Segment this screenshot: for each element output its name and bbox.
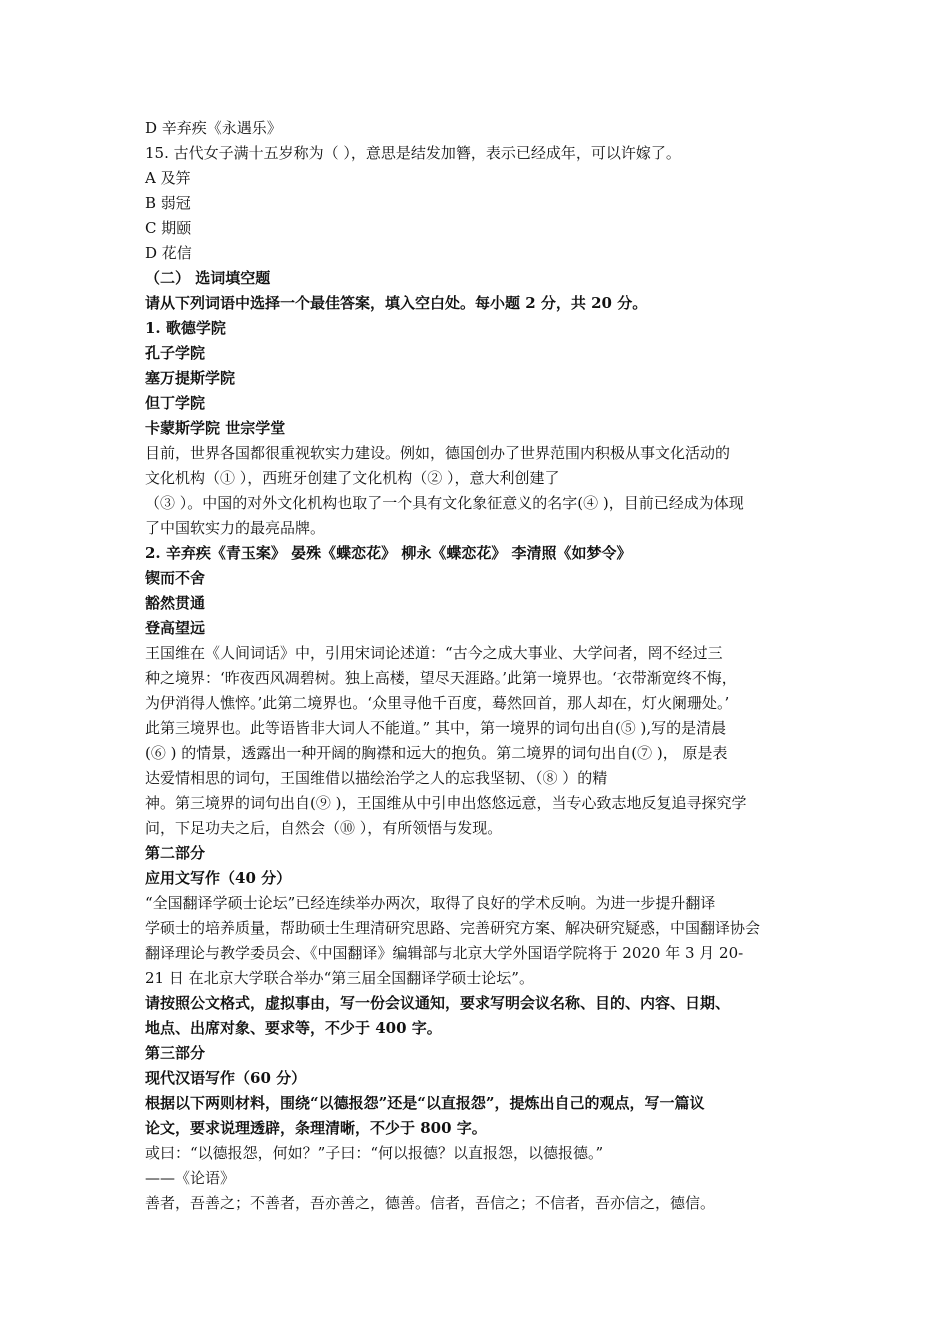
text-line: C 期颐 bbox=[145, 219, 192, 237]
bold-text-line: 现代汉语写作（60 分） bbox=[145, 1069, 307, 1087]
text-line: 达爱情相思的词句，王国维借以描绘治学之人的忘我坚韧、（⑧ ）的精 bbox=[145, 769, 608, 787]
text-line: 了中国软实力的最亮品牌。 bbox=[145, 519, 326, 537]
bold-text-line: 第三部分 bbox=[145, 1044, 206, 1062]
text-line: 目前，世界各国都很重视软实力建设。例如，德国创办了世界范围内积极从事文化活动的 bbox=[145, 444, 731, 462]
text-line: 此第三境界也。此等语皆非大词人不能道。” 其中，第一境界的词句出自(⑤ ),写的是清晨 bbox=[145, 719, 727, 737]
text-line: (⑥ ) 的情景，透露出一种开阔的胸襟和远大的抱负。第二境界的词句出自(⑦ )， 原是表 bbox=[145, 744, 728, 762]
text-line: 或曰：“以德报怨，何如？”子曰：“何以报德？以直报怨，以德报德。” bbox=[145, 1144, 604, 1162]
bold-text-line: 卡蒙斯学院 世宗学堂 bbox=[145, 419, 286, 437]
bold-text-line: 锲而不舍 bbox=[145, 569, 206, 587]
text-line: （③ ）。中国的对外文化机构也取了一个具有文化象征意义的名字(④ )，目前已经成为体现 bbox=[145, 494, 744, 512]
bold-text-line: 第二部分 bbox=[145, 844, 206, 862]
bold-text-line: 孔子学院 bbox=[145, 344, 206, 362]
bold-text-line: 登高望远 bbox=[145, 619, 206, 637]
bold-text-line: 请按照公文格式，虚拟事由，写一份会议通知，要求写明会议名称、目的、内容、日期、 bbox=[145, 994, 731, 1012]
bold-text-line: 论文，要求说理透辟，条理清晰，不少于 800 字。 bbox=[145, 1119, 487, 1137]
text-line: D 辛弃疾《永遇乐》 bbox=[145, 119, 282, 137]
text-line: 种之境界：‘昨夜西风凋碧树。独上高楼，望尽天涯路。’此第一境界也。‘衣带渐宽终不悔， bbox=[145, 669, 737, 687]
text-line: ——《论语》 bbox=[145, 1169, 236, 1187]
bold-text-line: 地点、出席对象、要求等，不少于 400 字。 bbox=[145, 1019, 442, 1037]
text-line: A 及笄 bbox=[145, 169, 191, 187]
bold-text-line: 请从下列词语中选择一个最佳答案，填入空白处。每小题 2 分，共 20 分。 bbox=[145, 294, 648, 312]
bold-text-line: （二） 选词填空题 bbox=[145, 269, 271, 287]
bold-text-line: 应用文写作（40 分） bbox=[145, 869, 292, 887]
text-line: 21 日 在北京大学联合举办“第三届全国翻译学硕士论坛”。 bbox=[145, 969, 534, 987]
text-line: 善者，吾善之；不善者，吾亦善之，德善。信者，吾信之；不信者，吾亦信之，德信。 bbox=[145, 1194, 716, 1212]
text-line: 为伊消得人憔悴。’此第二境界也。‘众里寻他千百度，蓦然回首，那人却在，灯火阑珊处。’ bbox=[145, 694, 730, 712]
document-body bbox=[145, 116, 805, 1216]
text-line: D 花信 bbox=[145, 244, 192, 262]
text-line: 王国维在《人间词话》中，引用宋词论述道：“古今之成大事业、大学问者，罔不经过三 bbox=[145, 644, 723, 662]
bold-text-line: 但丁学院 bbox=[145, 394, 206, 412]
bold-text-line: 豁然贯通 bbox=[145, 594, 206, 612]
text-line: 15. 古代女子满十五岁称为（ ），意思是结发加簪，表示已经成年，可以许嫁了。 bbox=[145, 144, 681, 162]
text-line: B 弱冠 bbox=[145, 194, 191, 212]
bold-text-line: 1. 歌德学院 bbox=[145, 319, 226, 337]
text-line: 翻译理论与教学委员会、《中国翻译》编辑部与北京大学外国语学院将于 2020 年 3 月 20- bbox=[145, 944, 744, 962]
text-line: 问，下足功夫之后，自然会（⑩ ），有所领悟与发现。 bbox=[145, 819, 503, 837]
text-line: 文化机构（① ），西班牙创建了文化机构（② ），意大利创建了 bbox=[145, 469, 560, 487]
text-line: “全国翻译学硕士论坛”已经连续举办两次，取得了良好的学术反响。为进一步提升翻译 bbox=[145, 894, 716, 912]
bold-text-line: 塞万提斯学院 bbox=[145, 369, 236, 387]
bold-text-line: 根据以下两则材料，围绕“以德报怨”还是“以直报怨”，提炼出自己的观点，写一篇议 bbox=[145, 1094, 705, 1112]
text-line: 神。第三境界的词句出自(⑨ )，王国维从中引申出悠悠远意，当专心致志地反复追寻探究学 bbox=[145, 794, 747, 812]
bold-text-line: 2. 辛弃疾《青玉案》 晏殊《蝶恋花》 柳永《蝶恋花》 李清照《如梦令》 bbox=[145, 544, 632, 562]
text-line: 学硕士的培养质量，帮助硕士生理清研究思路、完善研究方案、解决研究疑惑，中国翻译协会 bbox=[145, 919, 761, 937]
